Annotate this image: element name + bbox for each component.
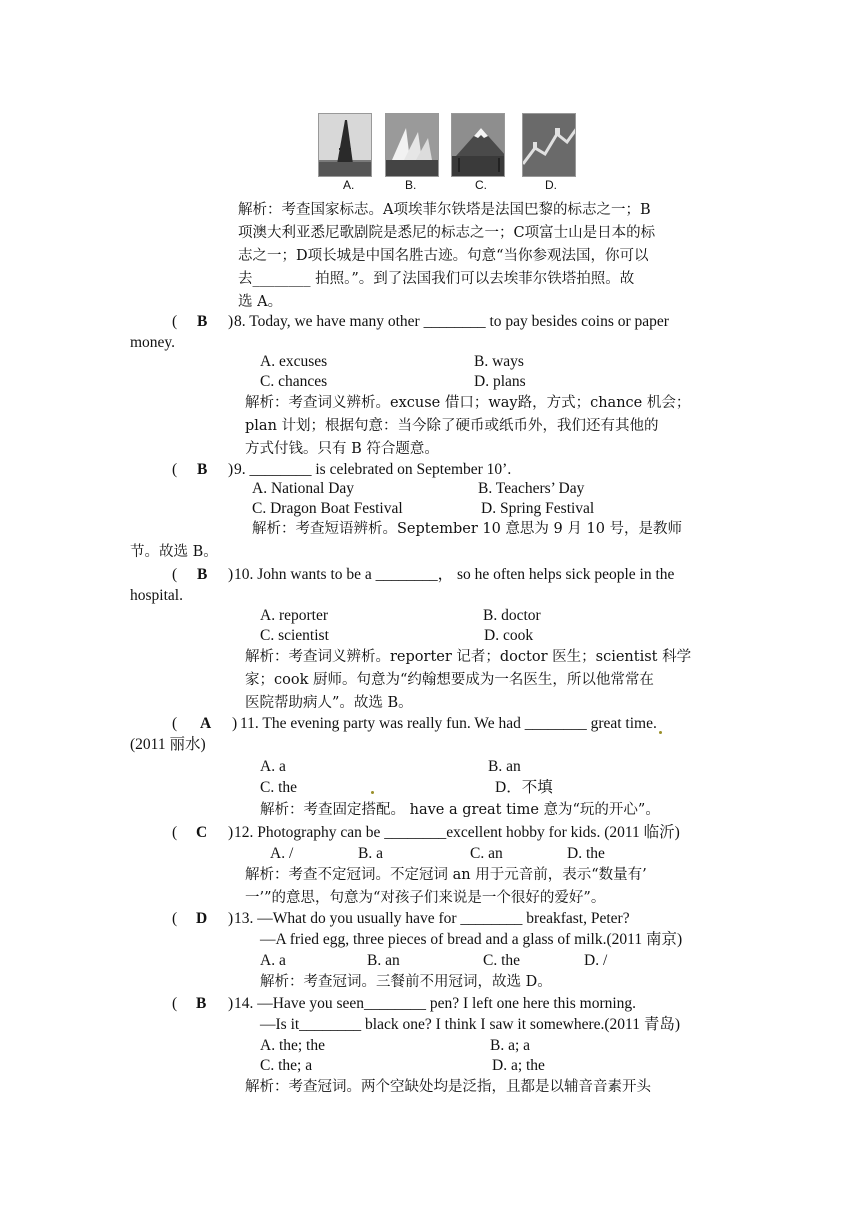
q8-answer: B bbox=[197, 313, 208, 330]
q12-explanation-line-1: 解析：考查不定冠词。不定冠词 an 用于元音前，表示“数量有’ bbox=[245, 867, 647, 883]
stray-dot bbox=[371, 791, 374, 794]
q7-explanation-line-2: 项澳大利亚悉尼歌剧院是悉尼的标志之一；C项富士山是日本的标 bbox=[238, 225, 656, 241]
q8-paren-close: ) bbox=[228, 313, 234, 330]
q14-answer: B bbox=[196, 995, 207, 1012]
q10-explanation-line-3: 医院帮助病人”。故选 B。 bbox=[245, 695, 413, 711]
q9-option-c: C. Dragon Boat Festival bbox=[252, 500, 403, 517]
q14-paren-close: ) bbox=[228, 995, 234, 1012]
q8-explanation-line-3: 方式付钱。只有 B 符合题意。 bbox=[245, 441, 439, 457]
q9-explanation-line-1: 解析：考查短语辨析。September 10 意思为 9 月 10 号，是教师 bbox=[252, 521, 683, 537]
q14-option-a: A. the; the bbox=[260, 1037, 325, 1054]
q13-stem-line-1: 13. —What do you usually have for ________ breakfast, Peter? bbox=[234, 910, 630, 927]
q13-paren-open: ( bbox=[172, 910, 178, 927]
q10-paren-close: ) bbox=[228, 566, 234, 583]
q10-option-d: D. cook bbox=[484, 627, 534, 644]
q12-option-d: D. the bbox=[567, 845, 605, 862]
image-caption-a: A. bbox=[343, 178, 355, 192]
q13-option-d: D. / bbox=[584, 952, 608, 969]
q14-paren-open: ( bbox=[172, 995, 178, 1012]
q9-option-b: B. Teachers’ Day bbox=[478, 480, 585, 497]
q11-answer: A bbox=[200, 715, 212, 732]
q10-option-a: A. reporter bbox=[260, 607, 328, 624]
q9-option-a: A. National Day bbox=[252, 480, 355, 497]
q10-explanation-line-1: 解析：考查词义辨析。reporter 记者；doctor 医生；scientist 科学 bbox=[245, 649, 692, 665]
q9-option-d: D. Spring Festival bbox=[481, 500, 595, 517]
q10-option-c: C. scientist bbox=[260, 627, 329, 644]
q7-explanation-line-4: 去________ 拍照。”。到了法国我们可以去埃菲尔铁塔拍照。故 bbox=[238, 271, 635, 287]
q11-option-a: A. a bbox=[260, 758, 286, 775]
q11-stem-line-1: 11. The evening party was really fun. We had ________ great time. bbox=[240, 715, 657, 732]
q8-stem-line-2: money. bbox=[130, 334, 176, 351]
q11-option-b: B. an bbox=[488, 758, 521, 775]
q14-stem-line-2: —Is it________ black one? I think I saw it somewhere.(2011 青岛) bbox=[260, 1016, 680, 1033]
q12-explanation-line-2: 一’”的意思，句意为“对孩子们来说是一个很好的爱好”。 bbox=[245, 890, 606, 906]
q12-option-b: B. a bbox=[358, 845, 383, 862]
q13-paren-close: ) bbox=[228, 910, 234, 927]
q8-explanation-line-2: plan 计划；根据句意：当今除了硬币或纸币外，我们还有其他的 bbox=[245, 418, 659, 434]
q12-paren-open: ( bbox=[172, 824, 178, 841]
q13-option-b: B. an bbox=[367, 952, 400, 969]
q10-stem-line-2: hospital. bbox=[130, 587, 183, 604]
q10-explanation-line-2: 家；cook 厨师。句意为“约翰想要成为一名医生，所以他常常在 bbox=[245, 672, 654, 688]
q7-explanation-line-3: 志之一；D项长城是中国名胜古迹。句意“当你参观法国，你可以 bbox=[238, 248, 649, 264]
q12-answer: C bbox=[196, 824, 208, 841]
q14-stem-line-1: 14. —Have you seen________ pen? I left one here this morning. bbox=[234, 995, 637, 1012]
mount-fuji-image bbox=[451, 113, 505, 177]
q12-paren-close: ) bbox=[228, 824, 234, 841]
q14-explanation-line-1: 解析：考查冠词。两个空缺处均是泛指，且都是以辅音音素开头 bbox=[245, 1079, 651, 1095]
eiffel-tower-image bbox=[318, 113, 372, 177]
great-wall-image bbox=[522, 113, 576, 177]
q7-explanation-line-5: 选 A。 bbox=[238, 294, 283, 310]
q8-explanation-line-1: 解析：考查词义辨析。excuse 借口；way路，方式；chance 机会； bbox=[245, 395, 691, 411]
q10-answer: B bbox=[197, 566, 208, 583]
q13-option-a: A. a bbox=[260, 952, 286, 969]
q11-paren-open: ( bbox=[172, 715, 178, 732]
q10-paren-open: ( bbox=[172, 566, 178, 583]
q8-paren-open: ( bbox=[172, 313, 178, 330]
q11-paren-close: ) bbox=[232, 715, 238, 732]
sydney-opera-house-image bbox=[385, 113, 439, 177]
q13-stem-line-2: —A fried egg, three pieces of bread and a glass of milk.(2011 南京) bbox=[260, 931, 683, 948]
q8-stem-line-1: 8. Today, we have many other ________ to pay besides coins or paper bbox=[234, 313, 669, 330]
q9-stem-line-1: 9. ________ is celebrated on September 10’. bbox=[234, 461, 512, 478]
stray-dot bbox=[659, 731, 662, 734]
image-caption-b: B. bbox=[405, 178, 417, 192]
q7-explanation-line-1: 解析：考查国家标志。A项埃菲尔铁塔是法国巴黎的标志之一；B bbox=[238, 202, 651, 218]
q12-option-c: C. an bbox=[470, 845, 503, 862]
q13-explanation-line-1: 解析：考查冠词。三餐前不用冠词，故选 D。 bbox=[260, 974, 552, 990]
q12-stem-line-1: 12. Photography can be ________excellent hobby for kids. (2011 临沂) bbox=[234, 824, 680, 841]
q8-option-a: A. excuses bbox=[260, 353, 328, 370]
q12-option-a: A. / bbox=[270, 845, 294, 862]
q9-paren-close: ) bbox=[228, 461, 234, 478]
q10-option-b: B. doctor bbox=[483, 607, 541, 624]
q9-paren-open: ( bbox=[172, 461, 178, 478]
q14-option-c: C. the; a bbox=[260, 1057, 313, 1074]
q13-option-c: C. the bbox=[483, 952, 521, 969]
q8-option-d: D. plans bbox=[474, 373, 526, 390]
q9-explanation-line-2: 节。故选 B。 bbox=[130, 544, 218, 560]
image-caption-c: C. bbox=[475, 178, 487, 192]
q11-explanation-line-1: 解析：考查固定搭配。 have a great time 意为“玩的开心”。 bbox=[260, 802, 660, 818]
q8-option-c: C. chances bbox=[260, 373, 328, 390]
q9-answer: B bbox=[197, 461, 208, 478]
q11-option-d: D．不填 bbox=[495, 779, 553, 796]
q10-stem-line-1: 10. John wants to be a ________， so he often helps sick people in the bbox=[234, 566, 675, 583]
q11-stem-line-2: (2011 丽水) bbox=[130, 736, 206, 753]
image-caption-d: D. bbox=[545, 178, 557, 192]
q8-option-b: B. ways bbox=[474, 353, 524, 370]
q14-option-d: D. a; the bbox=[492, 1057, 545, 1074]
q14-option-b: B. a; a bbox=[490, 1037, 531, 1054]
q11-option-c: C. the bbox=[260, 779, 298, 796]
q13-answer: D bbox=[196, 910, 208, 927]
